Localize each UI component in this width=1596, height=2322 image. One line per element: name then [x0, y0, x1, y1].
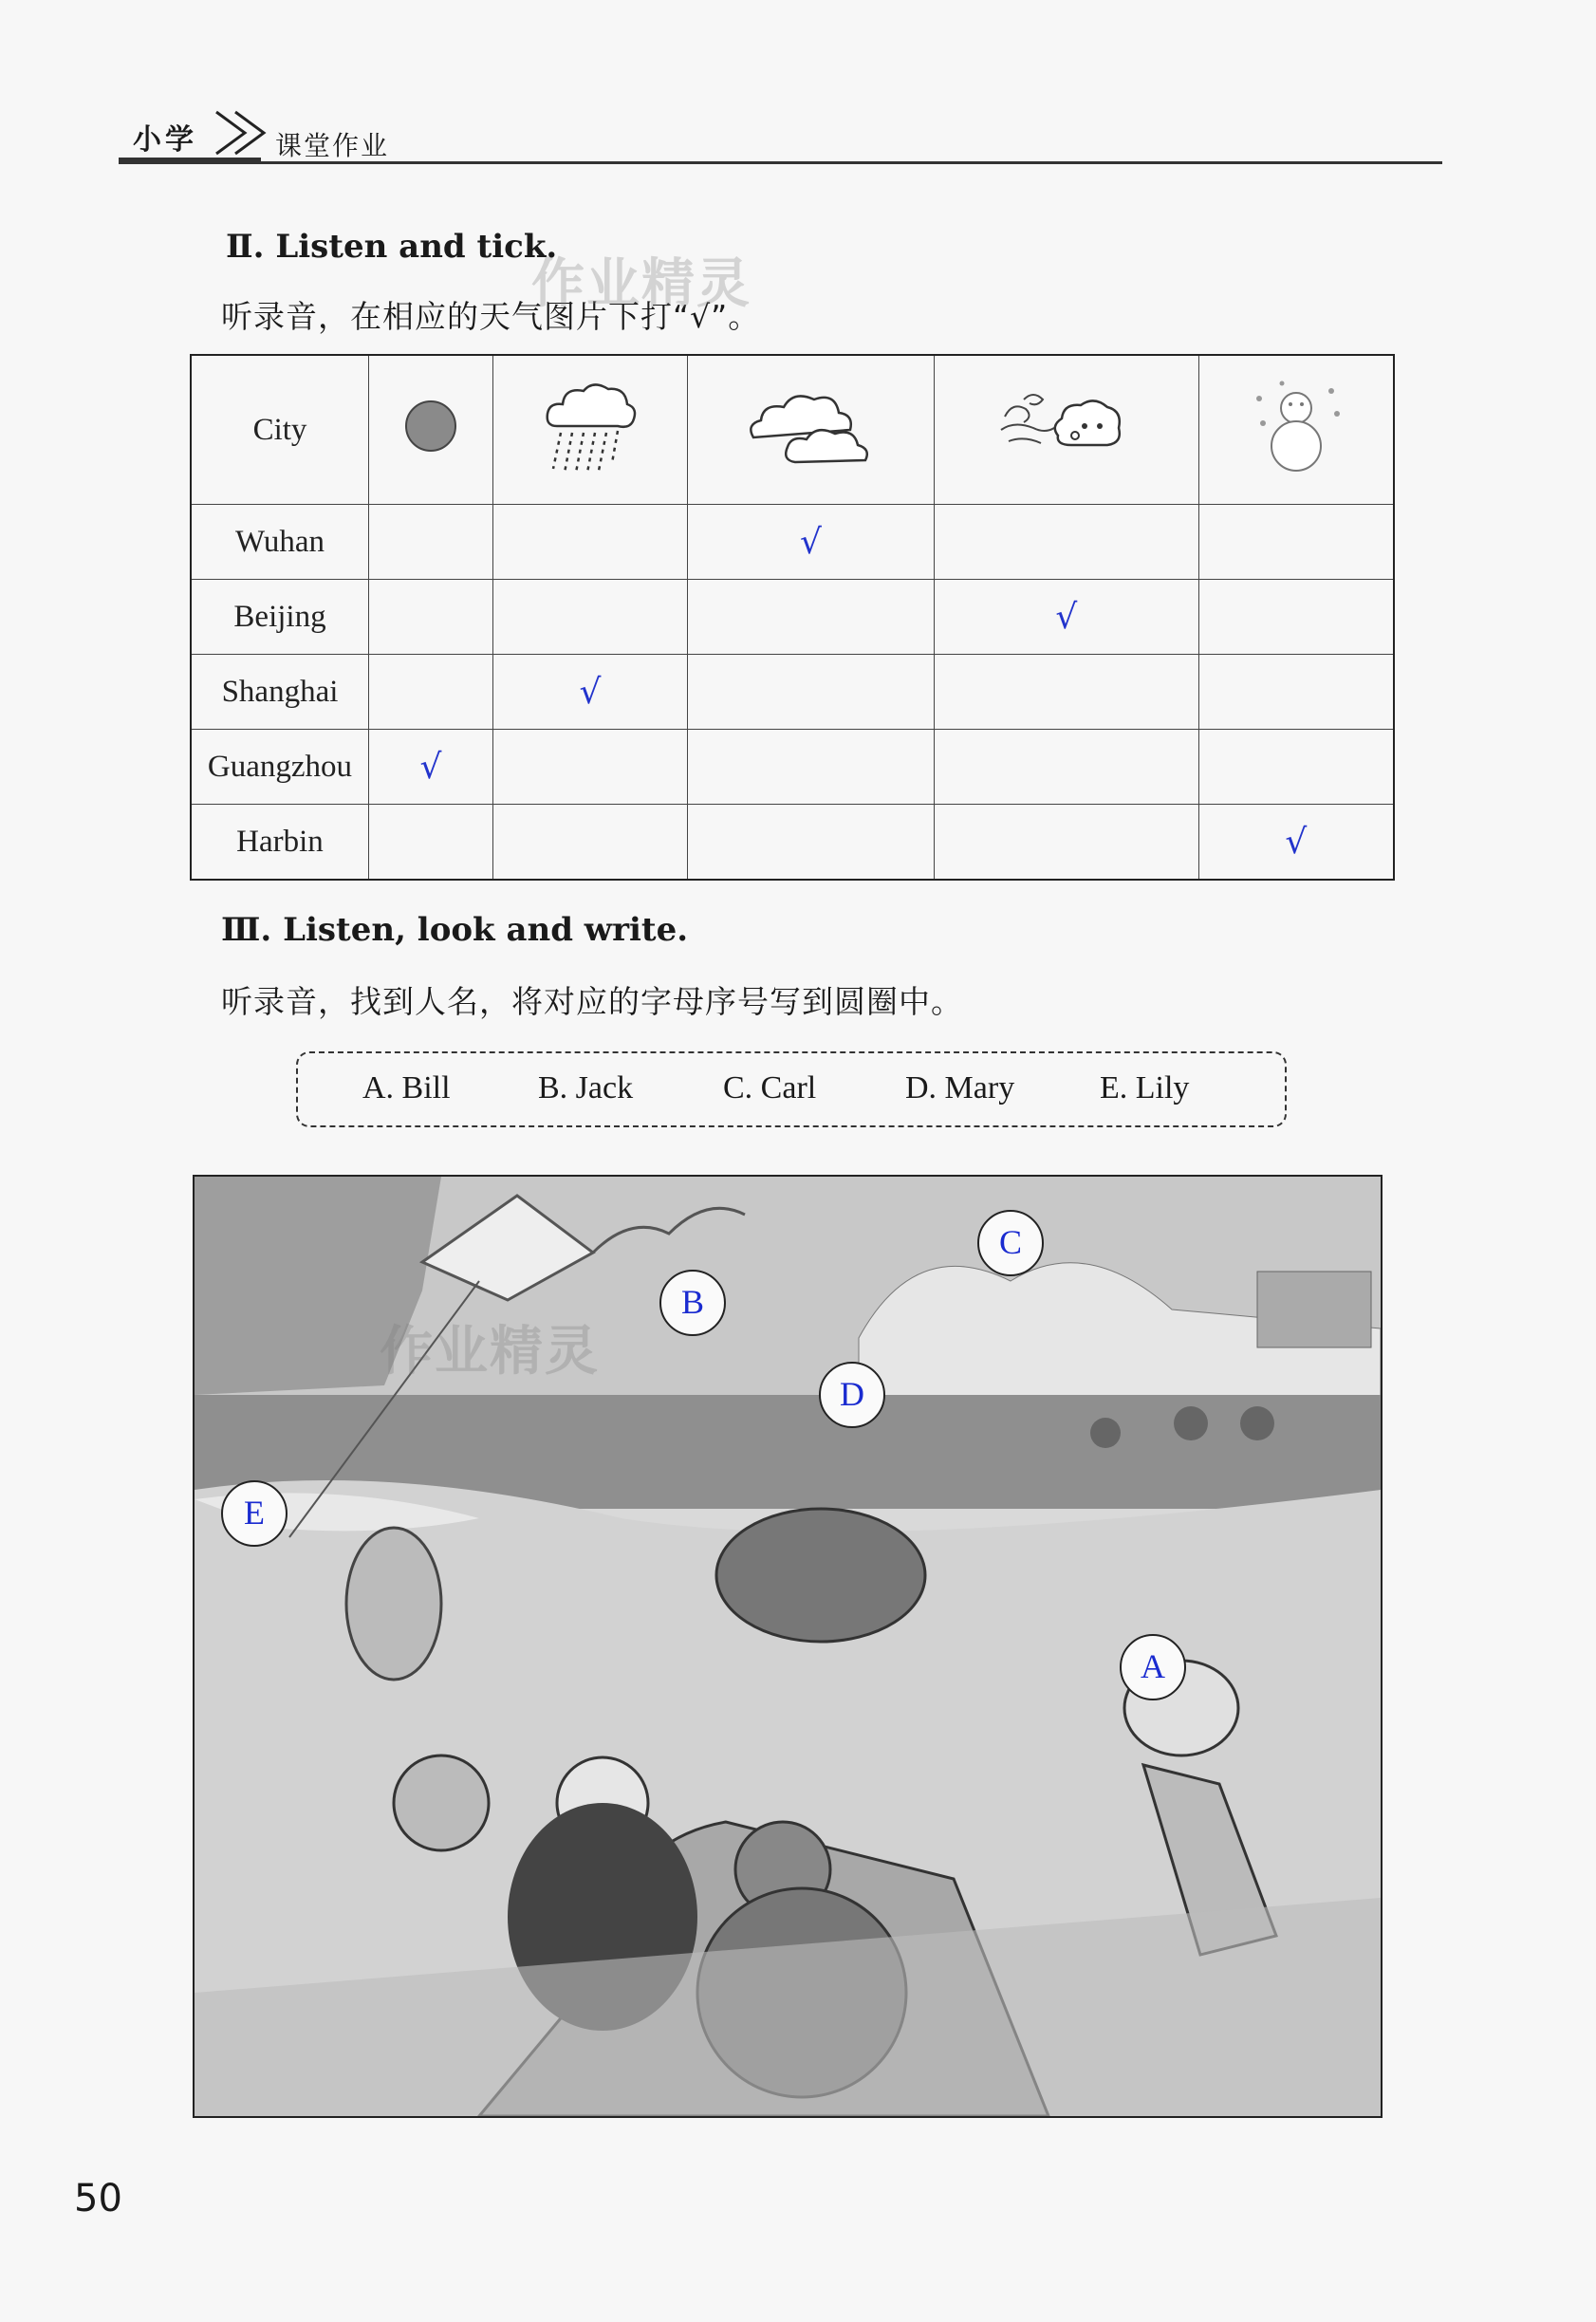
watermark: 作业精灵 — [380, 1321, 600, 1383]
tick-cell[interactable] — [493, 505, 688, 580]
tick-cell[interactable] — [687, 580, 934, 655]
section3-title: Ⅲ. Listen, look and write. — [221, 911, 689, 949]
city-name: Guangzhou — [191, 730, 369, 805]
header-grade: 小学 — [133, 123, 197, 157]
tick-cell[interactable] — [493, 805, 688, 881]
names-list — [362, 1070, 1214, 1106]
windy-icon-cell — [935, 355, 1199, 505]
tick-cell[interactable] — [935, 580, 1199, 655]
tick-cell[interactable] — [687, 655, 934, 730]
name-option: A. Bill — [362, 1070, 451, 1105]
city-name: Beijing — [191, 580, 369, 655]
tick-cell[interactable] — [935, 505, 1199, 580]
header-title: 课堂作业 — [275, 130, 390, 161]
tick-cell[interactable] — [1198, 805, 1394, 881]
check-mark: √ — [579, 672, 602, 712]
city-name: Shanghai — [191, 655, 369, 730]
tick-cell[interactable] — [493, 730, 688, 805]
weather-header-row — [191, 355, 1394, 505]
names-box — [296, 1051, 1283, 1124]
page-number: 50 — [74, 2177, 122, 2220]
section3-instruction: 听录音，找到人名，将对应的字母序号写到圆圈中。 — [221, 983, 963, 1020]
sun-icon — [398, 393, 464, 459]
snowman-icon-cell — [1198, 355, 1394, 505]
tick-cell[interactable] — [687, 505, 934, 580]
cloudy-icon-cell — [687, 355, 934, 505]
answer-circle[interactable]: B — [659, 1270, 726, 1336]
name-option: D. Mary — [905, 1070, 1015, 1105]
tick-cell[interactable] — [1198, 655, 1394, 730]
tick-cell[interactable] — [493, 655, 688, 730]
beach-scene-image — [195, 1177, 1381, 2116]
city-name: Harbin — [191, 805, 369, 881]
section2-instruction: 听录音，在相应的天气图片下打“√”。 — [221, 298, 761, 335]
answer-circle[interactable]: D — [819, 1362, 885, 1428]
tick-cell[interactable] — [935, 730, 1199, 805]
city-row — [191, 505, 1394, 580]
sun-icon-cell — [369, 355, 493, 505]
header-rule — [119, 161, 1442, 164]
tick-cell[interactable] — [935, 655, 1199, 730]
city-header: City — [191, 355, 369, 505]
city-name: Wuhan — [191, 505, 369, 580]
rain-icon-cell — [493, 355, 688, 505]
double-chevron-icon — [209, 104, 275, 161]
city-row — [191, 805, 1394, 881]
city-row — [191, 655, 1394, 730]
tick-cell[interactable] — [935, 805, 1199, 881]
watermark: 作业精灵 — [531, 253, 752, 315]
tick-cell[interactable] — [493, 580, 688, 655]
windy-icon — [995, 379, 1138, 474]
section2-title: Ⅱ. Listen and tick. — [226, 228, 558, 266]
answer-circle[interactable]: C — [977, 1210, 1044, 1276]
answer-circle[interactable]: E — [221, 1480, 288, 1547]
tick-cell[interactable] — [687, 730, 934, 805]
snowman-icon — [1244, 374, 1348, 478]
tick-cell[interactable] — [1198, 730, 1394, 805]
answer-circle[interactable]: A — [1120, 1634, 1186, 1700]
name-option: C. Carl — [723, 1070, 817, 1105]
tick-cell[interactable] — [1198, 580, 1394, 655]
tick-cell[interactable] — [369, 805, 493, 881]
rain-cloud-icon — [538, 374, 642, 478]
check-mark: √ — [1055, 597, 1078, 637]
city-row — [191, 730, 1394, 805]
tick-cell[interactable] — [369, 730, 493, 805]
name-option: B. Jack — [538, 1070, 634, 1105]
check-mark: √ — [799, 522, 822, 562]
page-header — [119, 104, 1442, 165]
name-option: E. Lily — [1100, 1070, 1190, 1105]
tick-cell[interactable] — [687, 805, 934, 881]
tick-cell[interactable] — [369, 655, 493, 730]
check-mark: √ — [1285, 822, 1308, 862]
tick-cell[interactable] — [369, 580, 493, 655]
city-row — [191, 580, 1394, 655]
weather-table — [190, 354, 1395, 881]
beach-illustration — [193, 1175, 1383, 2118]
tick-cell[interactable] — [369, 505, 493, 580]
cloudy-icon — [744, 379, 877, 474]
check-mark: √ — [419, 747, 442, 787]
tick-cell[interactable] — [1198, 505, 1394, 580]
